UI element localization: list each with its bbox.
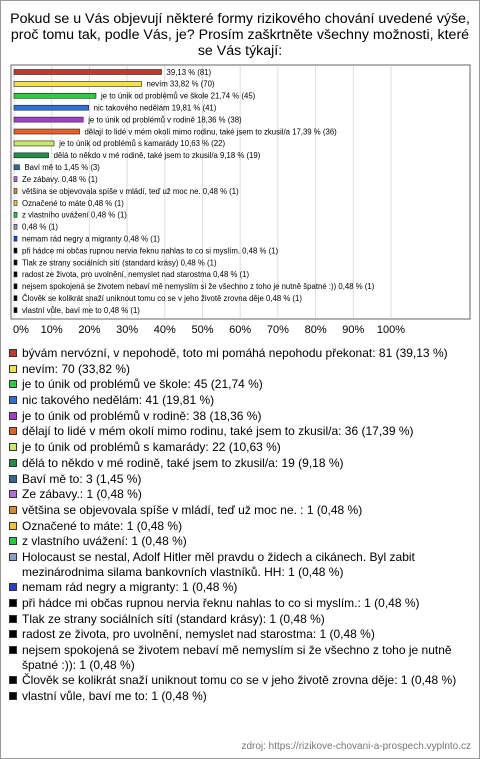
- legend-label: je to únik od problémů v rodině: 38 (18,36 %): [22, 408, 262, 423]
- legend-item: [9, 456, 475, 471]
- legend-label: vlastní vůle, baví me to: 1 (0,48 %): [22, 688, 207, 703]
- legend-swatch: [9, 522, 17, 530]
- bar-label: 0,48 % (1): [22, 222, 58, 232]
- bar-label: dělají to lidé v mém okolí mimo rodinu, také jsem to zkusil/a 17,39 % (36): [84, 127, 337, 137]
- chart-title: Pokud se u Vás objevují některé formy rizikového chování uvedené výše, proč tomu tak, podle Vás, je? Prosím zaškrtněte všechny možnosti, které se Vás týkají:: [10, 11, 470, 59]
- legend-swatch: [9, 506, 17, 514]
- bar-label: je to únik od problémů ve škole 21,74 % (45): [100, 91, 256, 101]
- legend: [9, 346, 475, 705]
- legend-item: [9, 534, 475, 549]
- bar-label: z vlastního uvážení 0,48 % (1): [22, 210, 127, 220]
- legend-item: [9, 689, 475, 704]
- legend-label: většina se objevovala spíše v mládí, teď už moc ne. : 1 (0,48 %): [22, 502, 363, 517]
- legend-swatch: [9, 349, 17, 357]
- bar: [14, 308, 17, 313]
- legend-swatch: [9, 676, 17, 684]
- legend-label: nic takového nedělám: 41 (19,81 %): [22, 393, 215, 408]
- legend-swatch: [9, 615, 17, 623]
- legend-swatch: [9, 396, 17, 404]
- legend-item: [9, 393, 475, 408]
- legend-label: dělá to někdo v mé rodině, také jsem to zkusil/a: 19 (9,18 %): [22, 455, 344, 470]
- bar: [14, 81, 142, 86]
- bar-label: Označené to máte 0,48 % (1): [22, 198, 124, 208]
- legend-item: [9, 362, 475, 377]
- legend-label: nejsem spokojená se životem nebaví mě nemyslím si že všechno z toho je nutně špatné :)): 1 (0,48 %): [22, 642, 452, 672]
- legend-item: [9, 472, 475, 487]
- legend-swatch: [9, 553, 17, 561]
- legend-swatch: [9, 646, 17, 654]
- bar-label: je to únik od problémů s kamarády 10,63 % (22): [59, 139, 226, 149]
- legend-swatch: [9, 380, 17, 388]
- legend-item: [9, 627, 475, 642]
- bar-chart: [1, 1, 479, 343]
- legend-label: nevím: 70 (33,82 %): [22, 361, 131, 376]
- legend-item: [9, 643, 475, 672]
- legend-swatch: [9, 459, 17, 467]
- bar: [14, 177, 17, 182]
- legend-label: Baví mě to: 3 (1,45 %): [22, 471, 142, 486]
- x-tick-label: 60%: [229, 324, 252, 336]
- legend-swatch: [9, 630, 17, 638]
- legend-label: při hádce mi občas rupnou nervia řeknu nahlas to co si myslím.: 1 (0,48 %): [22, 595, 420, 610]
- legend-swatch: [9, 583, 17, 591]
- bar-label: dělá to někdo v mé rodině, také jsem to zkusil/a 9,18 % (19): [53, 151, 261, 161]
- x-tick-label: 0%: [13, 324, 29, 336]
- bar: [14, 260, 17, 265]
- legend-label: Holocaust se nestal, Adolf Hitler měl pravdu o židech a cikánech. Byl zabit mezinárodnima silama bankovních vlastníků. HH: 1 (0,48 %): [22, 549, 415, 579]
- bar: [14, 153, 49, 158]
- x-tick-label: 40%: [153, 324, 176, 336]
- legend-swatch: [9, 412, 17, 420]
- legend-item: [9, 519, 475, 534]
- legend-label: je to únik od problémů s kamarády: 22 (10,63 %): [22, 440, 281, 455]
- legend-swatch: [9, 427, 17, 435]
- bar-label: Tlak ze strany sociálních sítí (standard krásy) 0,48 % (1): [22, 258, 217, 268]
- bar-label: nejsem spokojená se životem nebaví mě nemyslím si že všechno z toho je nutně špatné :)) 0,48 % (1): [22, 282, 375, 292]
- legend-label: bývám nervózní, v nepohodě, toto mi pomáhá nepohodu překonat: 81 (39,13 %): [22, 346, 448, 360]
- legend-swatch: [9, 443, 17, 451]
- bar-label: Člověk se kolikrát snaží uniknout tomu co se v jeho životě zrovna děje 0,48 % (1): [22, 293, 302, 303]
- legend-label: Označené to máte: 1 (0,48 %): [22, 518, 183, 533]
- legend-item: [9, 580, 475, 595]
- legend-label: Tlak ze strany sociálních sítí (standard krásy): 1 (0,48 %): [22, 611, 325, 626]
- bar: [14, 236, 17, 241]
- legend-label: nemam rád negry a migranty: 1 (0,48 %): [22, 580, 238, 595]
- bar: [14, 284, 17, 289]
- x-tick-label: 100%: [376, 324, 406, 336]
- bar-label: vlastní vůle, baví me to 0,48 % (1): [22, 305, 140, 315]
- bar: [14, 129, 80, 134]
- x-tick-label: 90%: [342, 324, 365, 336]
- bar-label: nic takového nedělám 19,81 % (41): [93, 103, 217, 113]
- bar: [14, 200, 17, 205]
- bar-label: většina se objevovala spíše v mládí, teď už moc ne. 0,48 % (1): [22, 186, 239, 196]
- legend-item: [9, 503, 475, 518]
- legend-label: radost ze života, pro uvolnění, nemyslet nad starostma: 1 (0,48 %): [22, 627, 375, 642]
- legend-label: Člověk se kolikrát snaží uniknout tomu co se v jeho životě zrovna děje: 1 (0,48 %): [22, 673, 457, 688]
- bar: [14, 93, 96, 98]
- legend-item: [9, 440, 475, 455]
- legend-swatch: [9, 490, 17, 498]
- legend-label: je to únik od problémů ve škole: 45 (21,74 %): [22, 377, 263, 392]
- legend-swatch: [9, 365, 17, 373]
- legend-swatch: [9, 692, 17, 700]
- legend-item: [9, 596, 475, 611]
- bar: [14, 141, 54, 146]
- bar: [14, 70, 162, 75]
- bar: [14, 165, 19, 170]
- x-tick-label: 50%: [191, 324, 214, 336]
- legend-label: Ze zábavy.: 1 (0,48 %): [22, 487, 142, 502]
- bar: [14, 212, 17, 217]
- bar-label: Ze zábavy. 0,48 % (1): [22, 174, 98, 184]
- bar-label: radost ze života, pro uvolnění, nemyslet nad starostma 0,48 % (1): [22, 270, 250, 280]
- legend-item: [9, 424, 475, 439]
- bar-label: nevím 33,82 % (70): [146, 79, 215, 89]
- legend-item: [9, 550, 475, 579]
- bar: [14, 296, 17, 301]
- bar: [14, 224, 17, 229]
- bar: [14, 105, 89, 110]
- bar-label: 39,13 % (81): [166, 67, 212, 77]
- bar: [14, 248, 17, 253]
- bar-label: je to únik od problémů v rodině 18,36 % (38): [88, 115, 242, 125]
- x-tick-label: 30%: [116, 324, 139, 336]
- source-note: zdroj: https://rizikove-chovani-a-prospech.vyplnto.cz: [241, 741, 471, 752]
- legend-item: [9, 409, 475, 424]
- bar-label: při hádce mi občas rupnou nervia řeknu nahlas to co si myslím. 0,48 % (1): [22, 246, 279, 256]
- legend-item: [9, 346, 475, 361]
- legend-swatch: [9, 475, 17, 483]
- bar: [14, 189, 17, 194]
- legend-label: dělají to lidé v mém okolí mimo rodinu, také jsem to zkusil/a: 36 (17,39 %): [22, 424, 414, 439]
- legend-label: z vlastního uvážení: 1 (0,48 %): [22, 534, 187, 549]
- x-tick-label: 80%: [304, 324, 327, 336]
- x-tick-label: 20%: [78, 324, 101, 336]
- legend-item: [9, 377, 475, 392]
- x-tick-label: 10%: [40, 324, 63, 336]
- x-tick-label: 70%: [266, 324, 289, 336]
- bar: [14, 272, 17, 277]
- bar-label: Baví mě to 1,45 % (3): [24, 163, 100, 173]
- bar-label: nemam rád negry a migranty 0,48 % (1): [22, 234, 160, 244]
- legend-item: [9, 673, 475, 688]
- legend-swatch: [9, 599, 17, 607]
- legend-swatch: [9, 537, 17, 545]
- legend-item: [9, 487, 475, 502]
- legend-item: [9, 612, 475, 627]
- bar: [14, 117, 83, 122]
